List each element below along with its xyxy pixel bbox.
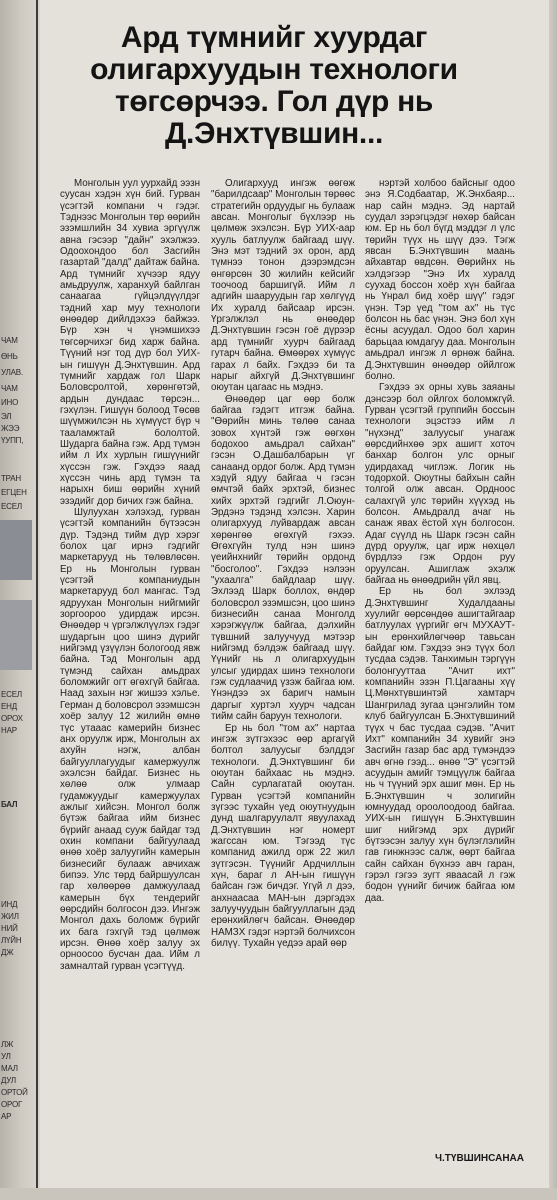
- edge-fragment: ӨНЬ: [1, 352, 18, 361]
- column-divider: [36, 0, 38, 1200]
- edge-fragment: ИНО: [1, 398, 19, 407]
- edge-fragment: АР: [1, 1112, 12, 1121]
- article-paragraph: Ер нь бол эхлээд Д.Энхтүвшинг Худалдааны хуулийг өөрсөндөө ашигтайгаар батлуулах үүргийг өгч МУХАУТ-ын ерөнхийлөгчөөр тавьсан байдаг юм. Гэхдээ энэ түүх бол тусдаа сэдэв. Танхимын тэргүүн болонгууттаа "Ачит ихт" компанийн эзэн П.Цагааны хүү Ц.Мөнхтүвшинтэй хамтарч Шангрилад зугаа цэнгэлийн том клуб байгуулсан Б.Энхтүвшиний түүх ч бас тусдаа сэдэв. "Ачит Ихт" компанийн 34 хувийг энэ Засгийн газар бас ард түмэндээ авч өгнө гээд... өнөө "Э" үсэгтэй асуудын амийг тэмцүүлж байгаа нь ч түүний эрх ашиг мөн. Ер нь Б.Энхтүвшин ч золигийн юмнуудад ороолоодоод байгаа. УИХ-ын гишүүн Б.Энхтүвшин шиг нийгэмд эрх дүрийг бүтээсэн залуу хүн бүлэглэлийн гав гинжнээс салж, өөрт байгаа сайн сайхан бүхнээ авч гаран, гэрэл гэгээ зугт яваасай л гэж бодон үүнийг бичиж байгаа юм даа.: [365, 586, 515, 904]
- edge-fragment: ИНД: [1, 900, 18, 909]
- edge-fragment: ЧАМ: [1, 336, 18, 345]
- edge-fragment: ЕНД: [1, 702, 17, 711]
- edge-fragment: ЖИЛ: [1, 912, 19, 921]
- article-paragraph: Шулуухан хэлэхэд, гурван үсэгтэй компанийн бүтээсэн дүр. Тэдэнд тийм дүр хэрэг болох цаг ирнэ гэдгийг маркетарууд нь төлөвлөсөн. Ер нь Монголын гурван үсэгтэй компаниудын маркетарууд бол мангас. Тэд ядруухан Монголын нийгмийг зоргоороо удирдаж ирсэн. Өнөөдөр ч үргэлжлүүлэх гэдэг шударгын цоо шинэ дүрийг нийгэмд үзүүлэн бологоод явж байна. Тэд Монголын ард түмэнд сайхан амьдрах боломжийг огт өгөхгүй байгаа. Наад захын нэг жишээ хэлье. Герман д боловсрол эзэмшсэн хоёр залуу 12 жилийн өмнө түс утааас камерийн бизнес анх оруулж ирж, Монголын ах ахуйн нэгж, албан байгууллагуудыг камержуулж эхэлсэн байдаг. Бизнес нь хөлөө олж улмаар гудамжуудыг камержуулах ажлыг хийсэн. Монгол болж бүтэж байгаа ийм бизнес бүрийг анаад сууж байдаг тэд охин компани байгуулаад өнөө хоёр залуугийн камерын бизнесийг булааж авчихаж бипээ. Улс төрд байршуулсан гар хөлөөрөө дамжуулаад камерын бүх тендерийг өөрсдийн болгосон дээ. Ингэж Монгол дахь боломж бүрийг их бага гэхгүй тэд цөлмөж ирсэн. Өнөө хоёр залуу эх орноосоо бусчан даа. Ийм л замналтай гурван үсэгтүүд.: [60, 506, 200, 972]
- article-paragraph: Гэхдээ эх орны хувь заяаны дэнсээр бол ойлгох боломжгүй. Гурван үсэгтэй группийн боссын технологи эцэстээ ийм л "нүхэнд" залуусыг унагаж өөрсдийнхөө эрх ашигт хоточ банхар болгон улс орныг удирдахад чиглэж. Логик нь тодорхой. Оюутны байхын сайн толгой олж авсан. Ордноос салахгүй улс төрийн хүүхэд нь болсон. Амьдралд ачаг нь санаж явах ёстой хүн болгосон. Адаг сүүлд нь Шарк гэсэн сайн дүрд оруулж, цаг ирж нөхцөл бүрдлээ гэж Ордон руу оруулсан. Ашиглаж эхэлж байгаа нь өнөөдрийн үйл явц.: [365, 382, 515, 587]
- article-headline: Ард түмнийг хуурдаг олигархуудын технологи төгсөрчээ. Гол дүр нь Д.Энхтүвшин...: [90, 21, 458, 150]
- edge-fragment: ОРОХ: [1, 714, 23, 723]
- edge-fragment: НАР: [1, 726, 17, 735]
- edge-fragment: ЧАМ: [1, 384, 18, 393]
- edge-fragment: ЕСЕЛ: [1, 502, 22, 511]
- edge-fragment: БАЛ: [1, 800, 18, 809]
- edge-fragment: ЖЭЭ: [1, 424, 20, 433]
- edge-fragment: ЭЛ: [1, 412, 12, 421]
- article-paragraph: Ер нь бол "том ах" нартаа ингэж зүтгэхээс өөр аргагүй болтол залуусыг бэлддэг технологи. Д.Энхтүвшинг би оюутан байхаас нь мэднэ. Сайн сурлагатай оюутан. Гурван үсэгтэй компанийн зүгээс тухайн үед оюутнуудын дунд шалгаруулалт явуулахад Д.Энхтүвшин нэг номерт жагссан юм. Тэгээд түс компанид ажилд орж 22 жил зүтгэсэн. Түүнийг Ардчиллын хүн, бараг л АН-ын гишүүн байсан гэж бичдэг. Үгүй л дээ, анхнаасаа МАН-ын дэргэдэх залуучуудын байгууллагын дэд ерөнхийлөгч байсан. Өнөөдөр НАМЗХ гэдэг нэртэй болчихсон билүү. Тухайн үедээ арай өөр: [211, 722, 355, 950]
- edge-fragment: УЛ: [1, 1052, 11, 1061]
- article-column-2: [211, 178, 355, 1178]
- article-paragraph: Монголын уул уурхайд ээзн суусан хэдэн хүн бий. Гурван үсэгтэй компани ч гэдэг. Тэднээс Монголын төр өөрийн эзэмшлийн 34 хувиа эргүүлж авна гэсээр "дайн" эхэлжээ. Одоохондоо бол Засгийн газартай "далд" дайтаж байна. Ард түмнийг хүчээр ядуу амьдруулж, харанхуй байлган санаагаа гүйцэлдүүлдэг тэдний хар муу технологи өнөөдөр дийлдэхээ байжээ. Бүр хэн ч үнэмшихээ төгсөрчихэг бид харж байна. Түүний нэг тод дүр бол УИХ-ын гишүүн Д.Энхтүвшин. Ард түмнийг хардаж гол Шарк Боловсролтой, хөрөнгөтэй, ардын дундаас төрсэн... гэхүлэн. Гишүүн болоод Төсөв шүүмжилсэн нь хүмүүст бүр ч тааламжтай бололтой. Шударга байна гэж. Ард түмэн ийм л Их хурлын гишүүнийг хүссэн гэж. Гэхдээ яаад хүссэн чинь ард түмэн та нарыхн биш өөрийн хүний эзэдийг дор бичих гэж байна.: [60, 178, 200, 507]
- article-paragraph: Олигархууд ингэж өөгөж "барилдсаар" Монголын төрөөс стратегийн ордуудыг нь булааж авсан. Монголыг бүхлээр нь цөлмөж эхэлсэн. Бүр УИХ-аар хууль батлуулж байгаад шүү. Энэ мэт тэдний эх орон, ард түмнээ тонон дээрэмдсэн өнгөрсөн 30 жилийн кейсийг тоочоод баршигүй. Ийм л адгийн шааруудын гар хөлгүүд Их хуралд байсаар ирсэн. Үргэлжлэл нь өнөөдөр Д.Энхтүвшин гэсэн гоё дүрээр ард түмнийг хуурч байгаад гутарч байна. Өмөөрөх хүмүүс гарах л байх. Гэхдээ би та нарыг айхгүй Д.Энхтүвшинг оюутан цагаас нь мэднэ.: [211, 178, 355, 394]
- page-edge-right: [549, 0, 557, 1200]
- page-edge-bottom: [0, 1188, 557, 1200]
- adjacent-photo: [0, 600, 32, 670]
- article-column-3: [365, 178, 515, 1158]
- adjacent-photo: [0, 520, 32, 580]
- edge-fragment: ТРАН: [1, 474, 22, 483]
- edge-fragment: ДЖ: [1, 948, 14, 957]
- edge-fragment: ЕГЦЕН: [1, 488, 27, 497]
- author-signature: Ч.ТҮВШИНСАНАА: [434, 1153, 524, 1164]
- edge-fragment: УЛАВ.: [1, 368, 23, 377]
- edge-fragment: ЕСЕЛ: [1, 690, 22, 699]
- edge-fragment: ДУЛ: [1, 1076, 16, 1085]
- article-column-1: [60, 178, 200, 1178]
- article-paragraph: Өнөөдөр цаг өөр болж байгаа гэдэгт итгэж байна. "Өөрийн минь төлөө санаа зовох хүнтэй гэж өөгхөн бодохоо амьдрал сайхан" гэсэн О.Дашбалбарын үг санаанд ордог болж. Ард түмэн хэдүй ядуу байгаа ч гэсэн өмчтэй байх эрхтэй, бизнес хийх эрхтэй гэдгийг Л.Оюун-Эрдэнэ тэдэнд хэлсэн. Харин олигархууд луйвардаж авсан хөрөнгөө өгөхгүй гэхээ. Өгөхгүйн тулд нэн шинэ үеийнхнийг төрийн ордонд "босголоо". Гэхдээ нэлээн "ухаалга" байдлаар шүү. Эхлээд Шарк боллох, өндөр боловсрол эзэмшсэн, цоо шинэ бизнесийн санаа Монголд хэрэгжүүлж байгаа, дэлхийн түвшний залуучууд мэтээр нийгэмд бэлдэж байгаад шүү. Үүнийг нь л олигархуудын улсыг удирдах шинэ технологи гэж судлаачид үзэж байгаа юм. Үнэндээ эх баригч намын даргыг хуртэл хуурч чадсан тийм сайн баруун технологи.: [211, 393, 355, 723]
- edge-fragment: ЛҮЙН: [1, 936, 22, 945]
- adjacent-page-edge: [0, 0, 36, 1200]
- edge-fragment: ОРОГ: [1, 1100, 23, 1109]
- edge-fragment: ҮУПП,: [1, 436, 24, 445]
- article-paragraph: нэртэй холбоо байсныг одоо энэ Я.Содбаатар, Ж.Энхбаяр... нар сайн мэднэ. Эд нартай суудал зэрэгцэдэг нөхөр байсан юм. Ер нь бол бүгд мэддэг л үлс төрийн түүх нь шүү дээ. Тэгж явсан Б.Энхтүвшин маань айхавтар өвдсөн. Өөрийнх нь хэлдэгээр "Энэ Их хуралд суухад боссон хоёр хүн байгаа нь Үнрал бид хоёр шүү" гэдэг үнэн. Тэр үед "том ах" нь түс болсон нь бас үнэн. Энэ бол хүн ёсны асуудал. Одоо бол харин барьцаа юмдагуу даа. Монголын амьдрал ингэж л өрнөж байна. Д.Энхтүвшин өнөөдөр оййлгож болно.: [365, 178, 515, 382]
- edge-fragment: ОРТОЙ: [1, 1088, 28, 1097]
- edge-fragment: ЛЖ: [1, 1040, 14, 1049]
- edge-fragment: НИЙ: [1, 924, 18, 933]
- edge-fragment: МАЛ: [1, 1064, 18, 1073]
